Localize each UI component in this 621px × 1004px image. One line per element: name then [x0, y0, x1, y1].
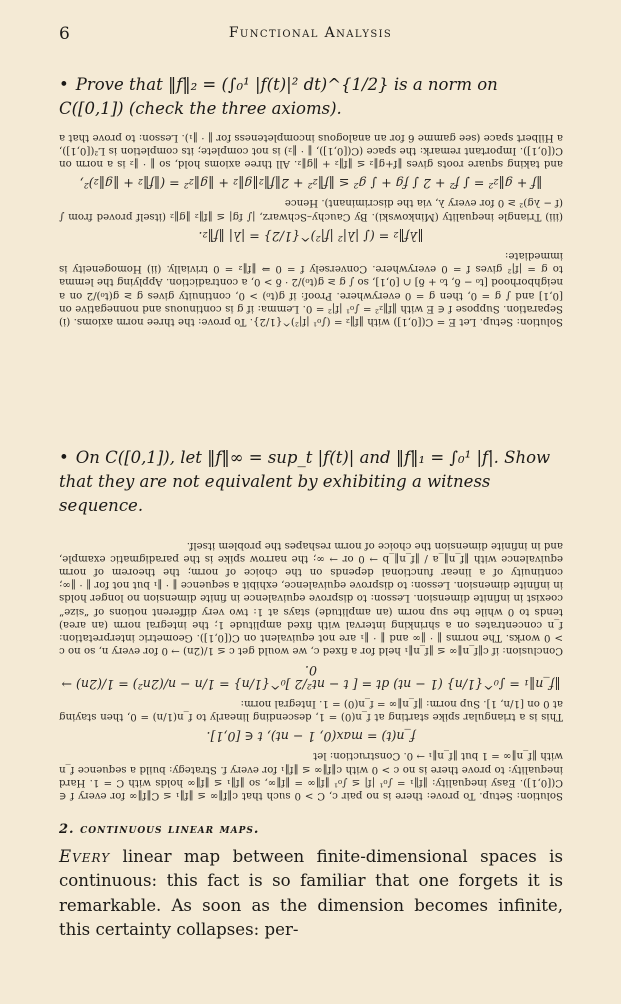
solution-1-equation: ‖λf‖₂ = (∫ |λ|² |f|²)^{1/2} = |λ| ‖f‖₂. — [198, 228, 424, 244]
problem-1-text: Prove that ‖f‖₂ = (∫₀¹ |f(t)|² dt)^{1/2} is a norm on C([0,1]) (check the three axioms). — [59, 75, 498, 118]
section-title: continuous linear maps. — [80, 822, 260, 837]
running-header — [59, 24, 562, 46]
solution-2-equation: ‖f_n‖₁ = ∫₀^{1/n} (1 − nt) dt = [ t − nt²/2 ]₀^{1/n} = 1/n − n/(2n²) = 1/(2n) → 0. — [61, 663, 561, 692]
solution-1-paragraph: (iii) Triangle inequality (Minkowski). By Cauchy–Schwarz, |∫ fg| ≤ ‖f‖₂ ‖g‖₂ (itself proved from ∫ (f − λg)² ≥ 0 for every λ, via the discriminant). Hence — [59, 197, 563, 222]
solution-1-equation: ‖f + g‖₂² = ∫ f² + 2 ∫ fg + ∫ g² ≤ ‖f‖₂² + 2‖f‖₂‖g‖₂ + ‖g‖₂² = (‖f‖₂ + ‖g‖₂)², — [79, 176, 543, 192]
solution-2-equation: f_n(t) = max(0, 1 − nt), t ∈ [0,1]. — [206, 729, 416, 745]
solution-1-paragraph: and taking square roots gives ‖f+g‖₂ ≤ ‖f‖₂ + ‖g‖₂. All three axioms hold, so ‖ · ‖₂ is a norm on C([0,1]). Important remark: the space (C([0,1]), ‖ · ‖₂) is not complete; its completion is L²([0,1]), a Hilbert space (see gamme 6 for an analogous incompleteness for ‖ · ‖₁). Lesson: to prove that a — [59, 131, 563, 169]
solution-2-inverted — [59, 506, 563, 802]
problem-1 — [59, 73, 563, 121]
solution-2-paragraph: Solution: Setup. To prove: there is no pair c, C > 0 such that c‖f‖∞ ≤ ‖f‖₁ ≤ C‖f‖∞ for every f ∈ C([0,1]). Easy inequality: ‖f‖₁ = ∫₀¹ |f| ≤ ∫₀¹ ‖f‖∞ = ‖f‖∞, so ‖f‖₁ ≤ ‖f‖∞ holds with C = 1. Hard inequality: to prove there is no c > 0 with c‖f‖∞ ≤ ‖f‖₁ for every f. Strategy: build a sequence f_n with ‖f_n‖∞ = 1 but ‖f_n‖₁ → 0. Construction: let — [59, 750, 563, 801]
bullet: • — [59, 448, 69, 467]
solution-1-inverted — [59, 131, 563, 328]
solution-1-paragraph: Solution: Setup. Let E = C([0,1]) with ‖f‖₂ = (∫₀¹ |f|²)^{1/2}. To prove: the three norm axioms. (i) Separation. Suppose f ∈ E with ‖f‖₂² = ∫₀¹ |f|² = 0. Lemma: if g is continuous and nonnegative on [0,1] and ∫ g = 0, then g = 0 everywhere. Proof: if g(t₀) > 0, continuity gives g ≥ g(t₀)/2 on a neighborhood [t₀ − δ, t₀ + δ] ∩ [0,1], so ∫ g ≥ g(t₀)/2 · δ > 0, a contradiction. Applying the lemma to g = |f|² gives f = 0 everywhere. Conversely f = 0 ⇒ ‖f‖₂ = 0 trivially. (ii) Homogeneity is immediate: — [59, 249, 563, 327]
running-title: Functional Analysis — [228, 25, 393, 41]
bullet: • — [59, 75, 69, 94]
solution-2-paragraph: This is a triangular spike starting at f_n(0) = 1, descending linearly to f_n(1/n) = 0, then staying at 0 on [1/n, 1]. Sup norm: ‖f_n‖∞ = f_n(0) = 1. Integral norm: — [59, 697, 563, 722]
section-number: 2. — [59, 822, 75, 837]
body-paragraph — [59, 845, 563, 942]
page-number: 6 — [59, 24, 70, 44]
problem-2-text: On C([0,1]), let ‖f‖∞ = sup_t |f(t)| and ‖f‖₁ = ∫₀¹ |f|. Show that they are not equivalent by exhibiting a witness sequence. — [59, 448, 551, 515]
drop-word: Every — [59, 847, 111, 866]
solution-2-paragraph: Conclusion: if c‖f_n‖∞ ≤ ‖f_n‖₁ held for a fixed c, we would get c ≤ 1/(2n) → 0 for every n, so no c > 0 works. The norms ‖ · ‖∞ and ‖ · ‖₁ are not equivalent on C([0,1]). Geometric interpretation: f_n concentrates on a shrinking interval with fixed amplitude 1; the integral norm (an area) tends to 0 while the sup norm (an amplitude) stays at 1: two very different notions of “size” coexist in infinite dimension. Lesson: to disprove equivalence in finite dimension no longer holds in infinite dimension. Lesson: to disprove equivalence, exhibit a sequence ‖ · ‖₁ but not for ‖ · ‖∞; continuity of a linear functional depends on the choice of norm; the theorem of norm equivalence with ‖f_n‖_a / ‖f_n‖_b → 0 or → ∞; the narrow spike is the paradigmatic example, and in infinite dimension the choice of norm reshapes the problem itself. — [59, 539, 563, 657]
section-heading — [59, 822, 259, 837]
body-text: linear map between finite-dimensional spaces is continuous: this fact is so familiar that one forgets it is remarkable. As soon as the dimension becomes infinite, this certainty collapses: per- — [59, 847, 563, 939]
